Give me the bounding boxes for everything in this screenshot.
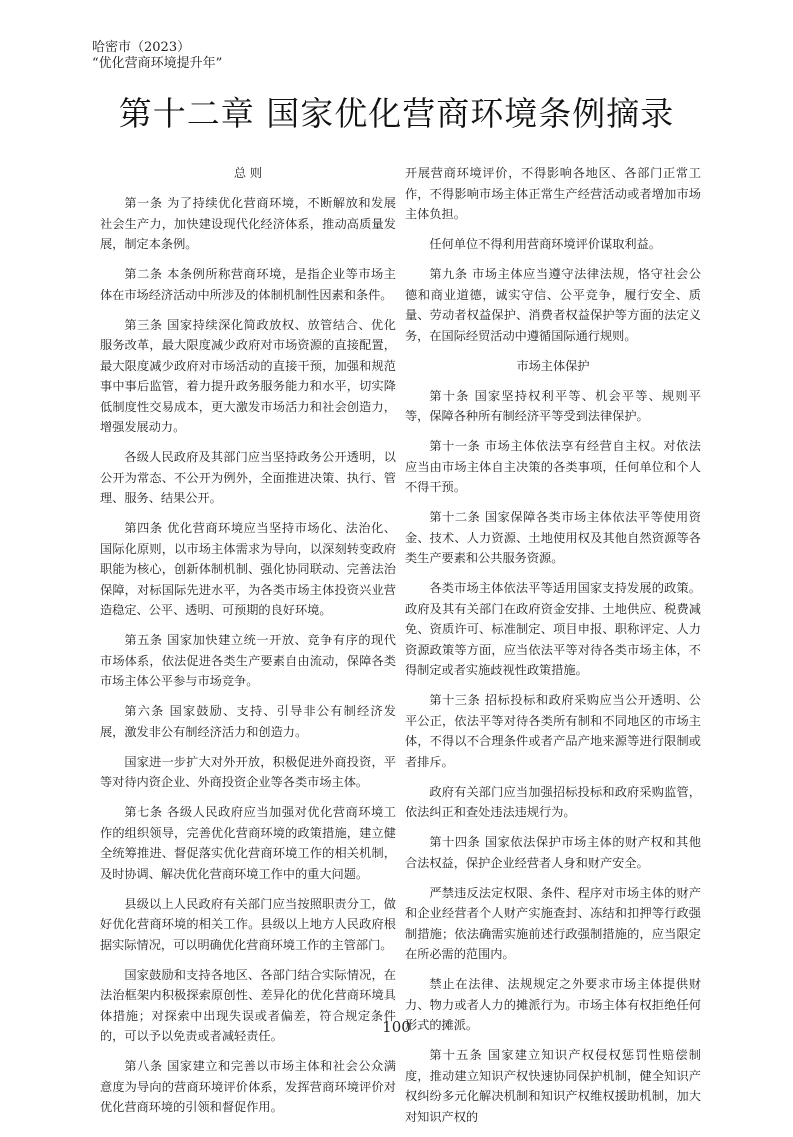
- section-heading: 市场主体保护: [516, 358, 590, 373]
- article-paragraph: 第五条 国家加快建立统一开放、竞争有序的现代市场体系，依法促进各类生产要素自由流动，保障各类市场主体公平参与市场竞争。: [100, 633, 396, 688]
- article-paragraph: 第三条 国家持续深化简政放权、放管结合、优化服务改革，最大限度减少政府对市场资源的直接配置，最大限度减少政府对市场活动的直接干预，加强和规范事中事后监管，着力提升政务服务能力和水平，切实降低制度性交易成本，更大激发市场活力和社会创造力，增强发展动力。: [100, 317, 396, 434]
- article-paragraph: 第十一条 市场主体依法享有经营自主权。对依法应当由市场主体自主决策的各类事项，任何单位和个人不得干预。: [405, 439, 701, 494]
- article-paragraph: 第十二条 国家保障各类市场主体依法平等使用资金、技术、人力资源、土地使用权及其他自然资源等各类生产要素和公共服务资源。: [405, 510, 701, 565]
- article-paragraph: 县级以上人民政府有关部门应当按照职责分工，做好优化营商环境的相关工作。县级以上地方人民政府根据实际情况，可以明确优化营商环境工作的主管部门。: [100, 896, 396, 952]
- article-paragraph: 严禁违反法定权限、条件、程序对市场主体的财产和企业经营者个人财产实施查封、冻结和扣押等行政强制措施；依法确需实施前述行政强制措施的，应当限定在所必需的范围内。: [405, 885, 701, 961]
- article-paragraph: 国家进一步扩大对外开放，积极促进外商投资，平等对待内资企业、外商投资企业等各类市场主体。: [100, 754, 396, 789]
- article-paragraph: 第六条 国家鼓励、支持、引导非公有制经济发展，激发非公有制经济活力和创造力。: [100, 704, 396, 739]
- article-paragraph: 第一条 为了持续优化营商环境，不断解放和发展社会生产力，加快建设现代化经济体系，推动高质量发展，制定本条例。: [100, 196, 396, 251]
- header-note: [92, 40, 222, 72]
- article-paragraph: 各级人民政府及其部门应当坚持政务公开透明，以公开为常态、不公开为例外，全面推进决策、执行、管理、服务、结果公开。: [100, 450, 396, 505]
- page-number: 100: [382, 1018, 411, 1036]
- article-paragraph: 第十三条 招标投标和政府采购应当公开透明、公平公正，依法平等对待各类所有制和不同地区的市场主体，不得以不合理条件或者产品产地来源等进行限制或者排斥。: [405, 693, 701, 769]
- article-paragraph: 第二条 本条例所称营商环境，是指企业等市场主体在市场经济活动中所涉及的体制机制性因素和条件。: [100, 267, 396, 302]
- section-heading: 总 则: [233, 166, 263, 180]
- article-paragraph: 第九条 市场主体应当遵守法律法规，恪守社会公德和商业道德，诚实守信、公平竞争，履行安全、质量、劳动者权益保护、消费者权益保护等方面的法定义务，在国际经贸活动中遵循国际通行规则。: [405, 267, 701, 343]
- article-paragraph: 开展营商环境评价，不得影响各地区、各部门正常工作，不得影响市场主体正常生产经营活动或者增加市场主体负担。: [405, 166, 701, 221]
- header-campaign: “优化营商环境提升年”: [92, 56, 223, 71]
- article-paragraph: 第八条 国家建立和完善以市场主体和社会公众满意度为导向的营商环境评价体系，发挥营商环境评价对优化营商环境的引领和督促作用。: [100, 1059, 396, 1114]
- header-city-year: 哈密市（2023）: [92, 40, 191, 55]
- article-paragraph: 各类市场主体依法平等适用国家支持发展的政策。政府及其有关部门在政府资金安排、土地供应、税费减免、资质许可、标准制定、项目申报、职称评定、人力资源政策等方面，应当依法平等对待各类市场主体，不得制定或者实施歧视性政策措施。: [405, 581, 701, 677]
- article-paragraph: 第十四条 国家依法保护市场主体的财产权和其他合法权益，保护企业经营者人身和财产安全。: [405, 835, 701, 870]
- right-column: [405, 163, 701, 1137]
- article-paragraph: 第四条 优化营商环境应当坚持市场化、法治化、国际化原则，以市场主体需求为导向，以深刻转变政府职能为核心，创新体制机制、强化协同联动、完善法治保障，对标国际先进水平，为各类市场主体投资兴业营造稳定、公平、透明、可预期的良好环境。: [100, 521, 396, 617]
- article-paragraph: 禁止在法律、法规规定之外要求市场主体提供财力、物力或者人力的摊派行为。市场主体有权拒绝任何形式的摊派。: [405, 977, 701, 1032]
- article-paragraph: 国家鼓励和支持各地区、各部门结合实际情况，在法治框架内积极探索原创性、差异化的优化营商环境具体措施；对探索中出现失误或者偏差，符合规定条件的，可以予以免责或者减轻责任。: [100, 967, 396, 1043]
- chapter-title: 第十二章 国家优化营商环境条例摘录: [118, 94, 675, 133]
- article-paragraph: 第十五条 国家建立知识产权侵权惩罚性赔偿制度，推动建立知识产权快速协同保护机制，健全知识产权纠纷多元化解决机制和知识产权维权援助机制，加大对知识产权的: [405, 1048, 701, 1124]
- article-paragraph: 政府有关部门应当加强招标投标和政府采购监管，依法纠正和查处违法违规行为。: [405, 784, 701, 819]
- left-column: [100, 163, 396, 1127]
- article-paragraph: 第十条 国家坚持权利平等、机会平等、规则平等，保障各种所有制经济平等受到法律保护。: [405, 388, 701, 423]
- article-paragraph: 任何单位不得利用营商环境评价谋取利益。: [429, 237, 661, 251]
- article-paragraph: 第七条 各级人民政府应当加强对优化营商环境工作的组织领导，完善优化营商环境的政策措施，建立健全统筹推进、督促落实优化营商环境工作的相关机制，及时协调、解决优化营商环境工作中的重大问题。: [100, 805, 396, 881]
